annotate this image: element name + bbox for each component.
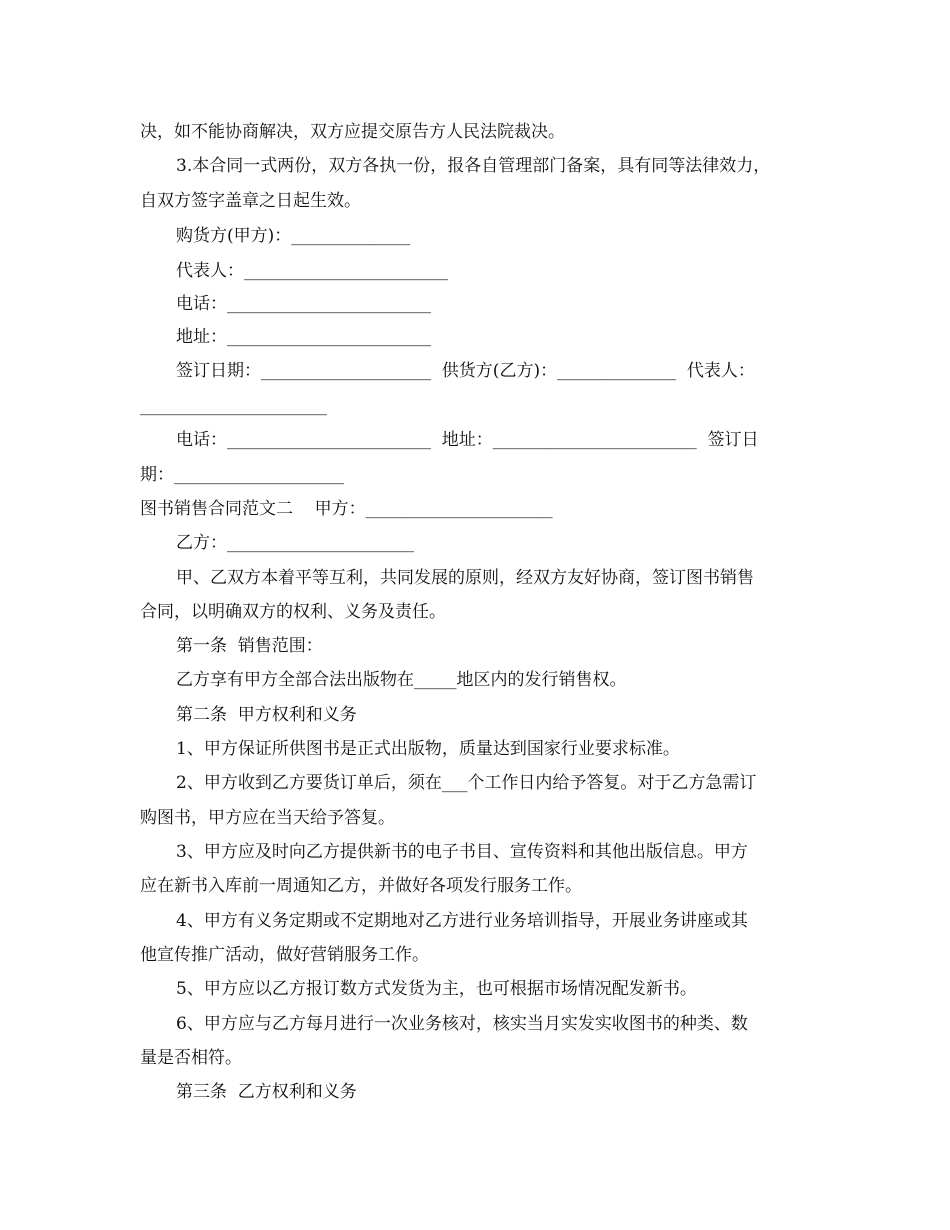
text-line: 电话：________________________ — [176, 294, 431, 314]
text-line: 3、甲方应及时向乙方提供新书的电子书目、宣传资料和其他出版信息。甲方 — [176, 842, 748, 862]
text-line: 甲、乙双方本着平等互利，共同发展的原则，经双方友好协商，签订图书销售 — [176, 568, 754, 588]
text-line: 地址：________________________ — [176, 327, 431, 347]
text-line: 购货方(甲方)：______________ — [176, 226, 411, 246]
text-line: 期：____________________ — [140, 465, 344, 485]
text-line: 自双方签字盖章之日起生效。 — [140, 191, 361, 211]
text-line: 他宣传推广活动，做好营销服务工作。 — [140, 945, 429, 965]
text-line: 应在新书入库前一周通知乙方，并做好各项发行服务工作。 — [140, 876, 582, 896]
text-line: 购图书，甲方应在当天给予答复。 — [140, 808, 395, 828]
text-line: 合同，以明确双方的权利、义务及责任。 — [140, 602, 446, 622]
text-line: 第一条 销售范围： — [176, 636, 323, 656]
text-line: 乙方：______________________ — [176, 533, 414, 553]
text-line: 3.本合同一式两份，双方各执一份，报各自管理部门备案，具有同等法律效力， — [176, 156, 771, 176]
text-line: 决，如不能协商解决，双方应提交原告方人民法院裁决。 — [140, 122, 565, 142]
text-line: 图书销售合同范文二 甲方：______________________ — [140, 499, 553, 519]
text-line: 量是否相符。 — [140, 1048, 242, 1068]
text-line: 1、甲方保证所供图书是正式出版物，质量达到国家行业要求标准。 — [176, 739, 680, 759]
text-line: 电话：________________________ 地址：________________________ 签订日 — [176, 430, 759, 450]
text-line: 2、甲方收到乙方要货订单后，须在___个工作日内给予答复。对于乙方急需订 — [176, 773, 757, 793]
text-line: ______________________ — [140, 396, 327, 416]
text-line: 5、甲方应以乙方报订数方式发货为主，也可根据市场情况配发新书。 — [176, 979, 697, 999]
text-line: 第二条 甲方权利和义务 — [176, 705, 357, 725]
text-line: 4、甲方有义务定期或不定期地对乙方进行业务培训指导，开展业务讲座或其 — [176, 911, 748, 931]
text-line: 6、甲方应与乙方每月进行一次业务核对，核实当月实发实收图书的种类、数 — [176, 1014, 748, 1034]
text-line: 代表人：________________________ — [176, 261, 448, 281]
text-line: 乙方享有甲方全部合法出版物在_____地区内的发行销售权。 — [176, 670, 627, 690]
text-line: 第三条 乙方权利和义务 — [176, 1082, 357, 1102]
text-line: 签订日期：____________________ 供货方(乙方)：______________ 代表人： — [176, 361, 755, 381]
